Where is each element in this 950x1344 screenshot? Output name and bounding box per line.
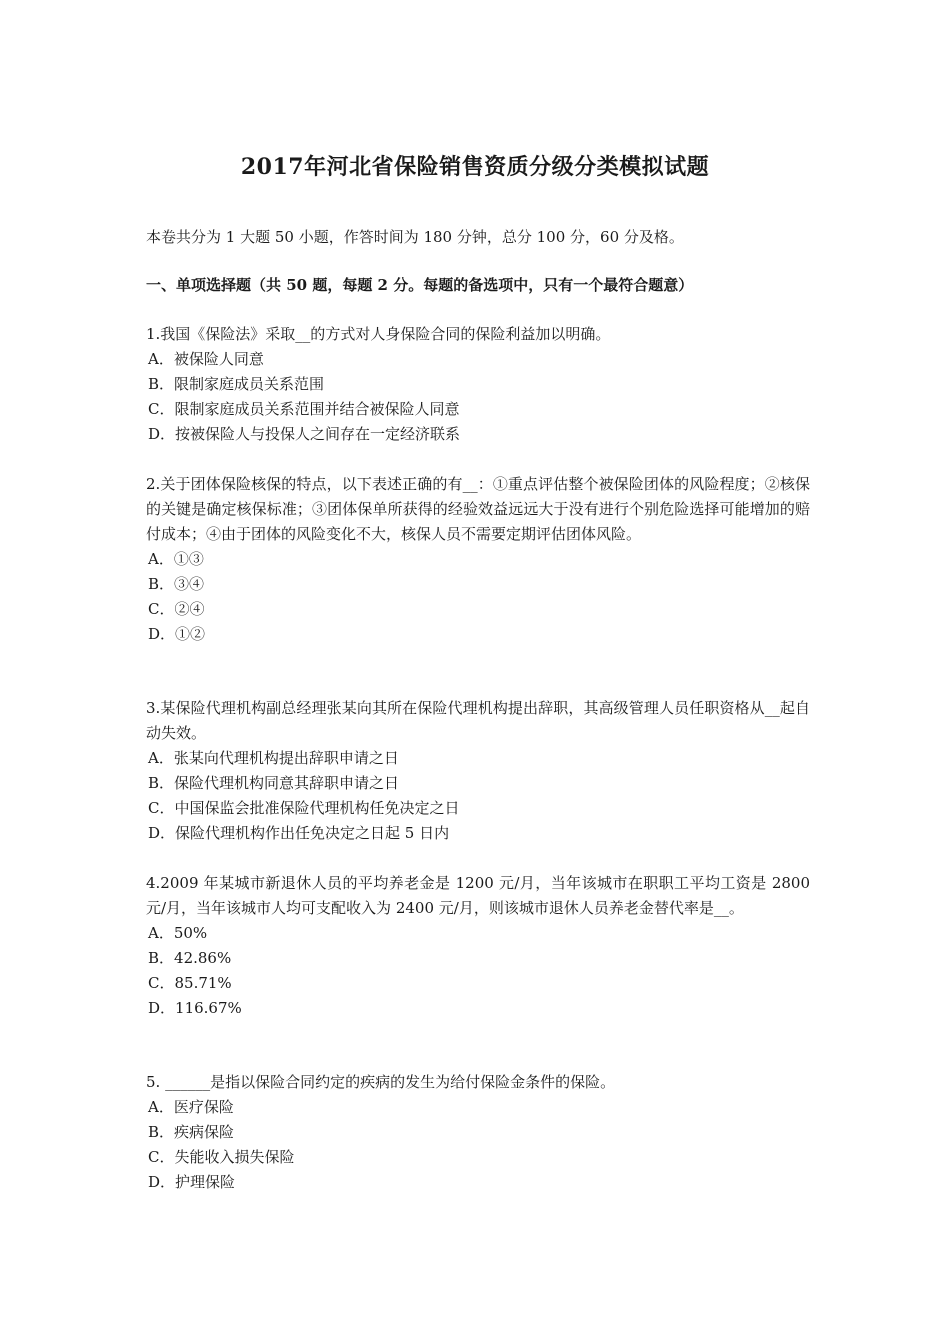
option-d: D．护理保险 [148,1173,236,1191]
option-d: D．①② [148,625,206,643]
option-a: A．张某向代理机构提出辞职申请之日 [148,749,399,767]
option-d: D．116.67% [148,999,242,1017]
question-stem: 5. ______是指以保险合同约定的疾病的发生为给付保险金条件的保险。 [146,1073,616,1091]
question-1 [146,322,810,447]
question-stem: 4.2009 年某城市新退休人员的平均养老金是 1200 元/月，当年该城市在职职工平均工资是 2800 元/月，当年该城市人均可支配收入为 2400 元/月，则该城市退休人员养老金替代率是__。 [146,874,810,917]
question-3 [146,696,810,846]
question-5 [146,1070,810,1195]
option-b: B．疾病保险 [148,1123,235,1141]
option-a: A．①③ [148,550,204,568]
document-title: 2017年河北省保险销售资质分级分类模拟试题 [240,154,710,180]
option-c: C．85.71% [148,974,232,992]
option-c: C．②④ [148,600,205,618]
question-4 [146,871,810,1021]
option-d: D．按被保险人与投保人之间存在一定经济联系 [148,425,461,443]
option-b: B．③④ [148,575,205,593]
option-b: B．限制家庭成员关系范围 [148,375,325,393]
exam-intro: 本卷共分为 1 大题 50 小题，作答时间为 180 分钟，总分 100 分，60 分及格。 [146,228,684,246]
option-c: C．失能收入损失保险 [148,1148,295,1166]
option-b: B．保险代理机构同意其辞职申请之日 [148,774,400,792]
option-c: C．中国保监会批准保险代理机构任免决定之日 [148,799,460,817]
option-a: A．50% [148,924,208,942]
question-stem: 3.某保险代理机构副总经理张某向其所在保险代理机构提出辞职，其高级管理人员任职资格从__起自动失效。 [146,699,810,742]
section-heading: 一、单项选择题（共 50 题，每题 2 分。每题的备选项中，只有一个最符合题意） [146,276,694,294]
option-a: A．被保险人同意 [148,350,264,368]
option-c: C．限制家庭成员关系范围并结合被保险人同意 [148,400,460,418]
option-a: A．医疗保险 [148,1098,234,1116]
question-stem: 2.关于团体保险核保的特点，以下表述正确的有__：①重点评估整个被保险团体的风险程度；②核保的关键是确定核保标准；③团体保单所获得的经验效益远远大于没有进行个别危险选择可能增加的赔付成本；④由于团体的风险变化不大，核保人员不需要定期评估团体风险。 [146,475,810,543]
option-d: D．保险代理机构作出任免决定之日起 5 日内 [148,824,450,842]
question-stem: 1.我国《保险法》采取__的方式对人身保险合同的保险利益加以明确。 [146,325,611,343]
option-b: B．42.86% [148,949,232,967]
question-2 [146,472,810,647]
